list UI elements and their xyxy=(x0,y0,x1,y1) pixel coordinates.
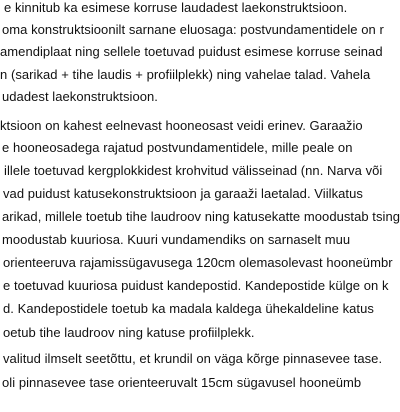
text-line-4: n (sarikad + tihe laudis + profiilplekk) ning vahelae talad. Vahela xyxy=(0,67,371,82)
text-line-3: amendiplaat ning sellele toetuvad puidust esimese korruse seinad xyxy=(0,44,383,59)
text-line-16: valitud ilmselt seetõttu, et krundil on väga kõrge pinnasevee tase. xyxy=(3,351,383,366)
text-line-17: oli pinnasevee tase orienteeruvalt 15cm sügavusel hooneümb xyxy=(2,375,362,390)
text-line-15: oetub tihe laudroov ning katuse profiilplekk. xyxy=(3,325,255,340)
text-line-10: arikad, millele toetub tihe laudroov ning katusekatte moodustab tsing xyxy=(2,209,400,224)
text-line-8: illele toetuvad kergplokkidest krohvitud välisseinad (nn. Narva või xyxy=(4,163,383,178)
text-line-12: orienteeruva rajamissügavusega 120cm olemasolevast hooneümbr xyxy=(3,255,393,270)
text-line-6: ktsioon on kahest eelnevast hooneosast veidi erinev. Garaažio xyxy=(0,118,363,133)
text-line-2: oma konstruktsioonilt sarnane eluosaga: postvundamentidele on r xyxy=(2,22,384,37)
text-line-1: e kinnitub ka esimese korruse laudadest laekonstruktsioon. xyxy=(4,0,348,15)
text-line-11: moodustab kuuriosa. Kuuri vundamendiks on sarnaselt muu xyxy=(2,232,351,247)
text-line-14: d. Kandepostidele toetub ka madala kaldega ühekaldeline katus xyxy=(3,301,374,316)
text-line-13: e toetuvad kuuriosa puidust kandepostid. Kandepostide külge on k xyxy=(3,278,389,293)
text-line-9: vad puidust katusekonstruktsioon ja garaaži laetalad. Viilkatus xyxy=(3,186,363,201)
text-line-5: udadest laekonstruktsioon. xyxy=(2,89,158,104)
text-line-7: e hooneosadega rajatud postvundamentidele, mille peale on xyxy=(2,140,353,155)
